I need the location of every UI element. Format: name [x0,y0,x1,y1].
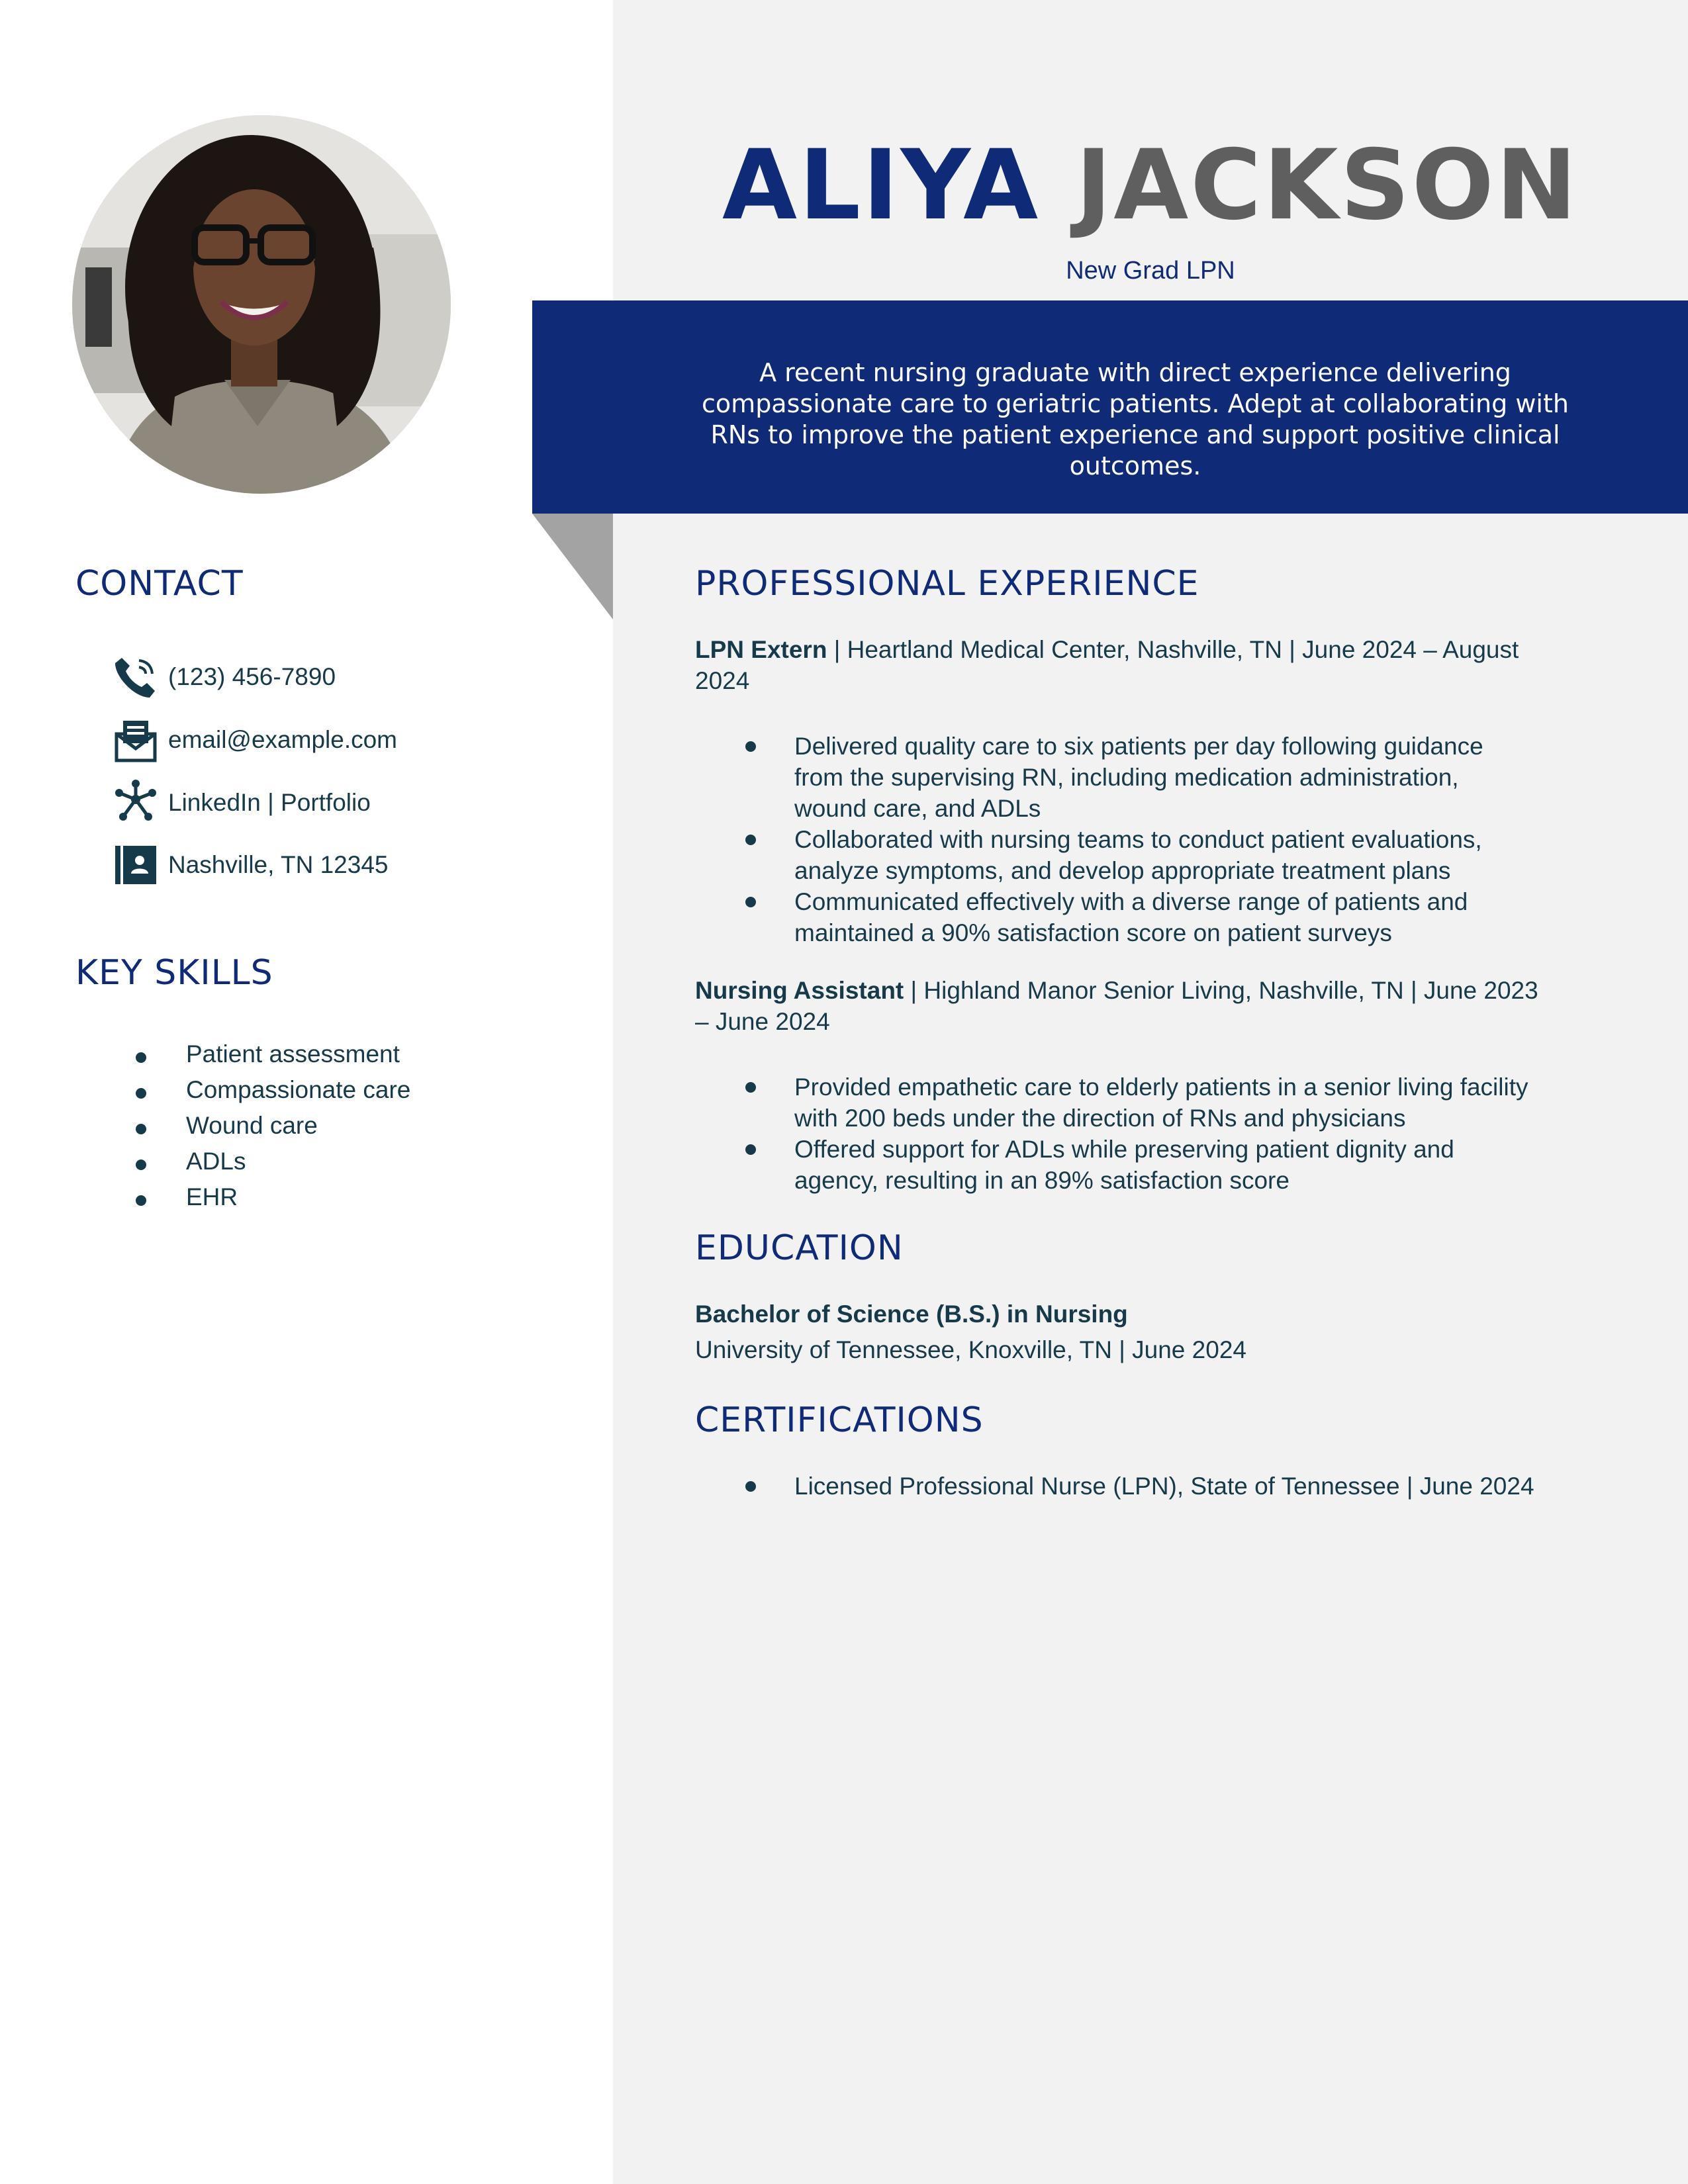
certifications-heading: CERTIFICATIONS [695,1400,984,1440]
education-heading: EDUCATION [695,1228,904,1268]
job-header [695,634,1556,696]
job-header [695,975,1556,1037]
bullet-icon [136,1160,146,1170]
contact-card-icon [113,842,159,888]
contact-links [113,780,371,826]
candidate-name [613,126,1688,245]
contact-heading: CONTACT [75,564,244,604]
school: University of Tennessee, Knoxville, TN | June 2024 [695,1336,1246,1363]
job-role: Nursing Assistant [695,977,904,1004]
job-details: | Heartland Medical Center, Nashville, TN | June 2024 – August [827,636,1519,663]
contact-phone [113,654,336,700]
job-details-continued: 2024 [695,667,750,694]
phone-icon [113,654,159,700]
job-title: New Grad LPN [1066,257,1235,285]
job-role: LPN Extern [695,636,827,663]
job-details: | Highland Manor Senior Living, Nashville, TN | June 2023 [904,977,1538,1004]
bullet-icon [745,1082,756,1093]
last-name: JACKSON [1075,129,1579,242]
bullet-icon [136,1124,146,1134]
bullet-icon [136,1195,146,1206]
profile-photo [72,115,451,494]
envelope-icon [113,717,159,763]
experience-heading: PROFESSIONAL EXPERIENCE [695,564,1199,604]
bullet-icon [136,1088,146,1099]
bullet-icon [745,1481,756,1492]
location: Nashville, TN 12345 [168,851,389,878]
bullet-icon [745,835,756,845]
email-address[interactable]: email@example.com [168,726,398,753]
first-name: ALIYA [722,129,1041,242]
degree: Bachelor of Science (B.S.) in Nursing [695,1300,1128,1328]
bullet-icon [745,897,756,907]
network-icon [113,780,159,826]
banner-fold-decoration [532,514,613,619]
skills-heading: KEY SKILLS [75,953,273,993]
bullet-icon [745,1144,756,1155]
profile-links[interactable]: LinkedIn | Portfolio [168,789,371,816]
summary-text: A recent nursing graduate with direct experience delivering compassionate care to geriatric patients. Adept at collaborating with RNs to improve the patient experience and support positive clinical outcomes. [702,358,1569,480]
contact-email [113,717,398,763]
resume-page: ALIYA JACKSON New Grad LPN A recent nursing graduate with direct experience delivering compassionate care to geriatric patients. Adept at collaborating with RNs to improve the patient experience and support positive clinical outcomes. CONTACT (123) 456-7890 email@example.com LinkedIn | Portfolio Nashville, TN 12345 KEY SKILLS Patient assessment Compassionate care Wound care ADLs EHR PROFESSIONAL EXPERIENCE LPN Extern | Heartland Medical Center, Nashville, TN | June 2024 – August 2024 Delivered quality care to six patients per day following guidance from the supervising RN, including medication administration, wound care, and ADLs Collaborated with nursing teams to conduct patient evaluations, analyze symptoms, and develop appropriate treatment plans Communicated effectively with a diverse range of patients and maintained a 90% satisfaction score on patient surveys Nursing Assistant | Highland Manor Senior Living, Nashville, TN | June 2023 – June 2024 Provided empathetic care to elderly patients in a senior living facility with 200 beds under the direction of RNs and physicians Offered support for ADLs while preserving patient dignity and agency, resulting in an 89% satisfaction score EDUCATION Bachelor of Science (B.S.) in Nursing University of Tennessee, Knoxville, TN | June 2024 CERTIFICATIONS Licensed Professional Nurse (LPN), State of Tennessee | June 2024 [0,0,1688,2184]
contact-location [113,842,389,888]
job-details-continued: – June 2024 [695,1008,830,1035]
phone-number[interactable]: (123) 456-7890 [168,663,336,690]
bullet-icon [136,1052,146,1063]
bullet-icon [745,741,756,752]
